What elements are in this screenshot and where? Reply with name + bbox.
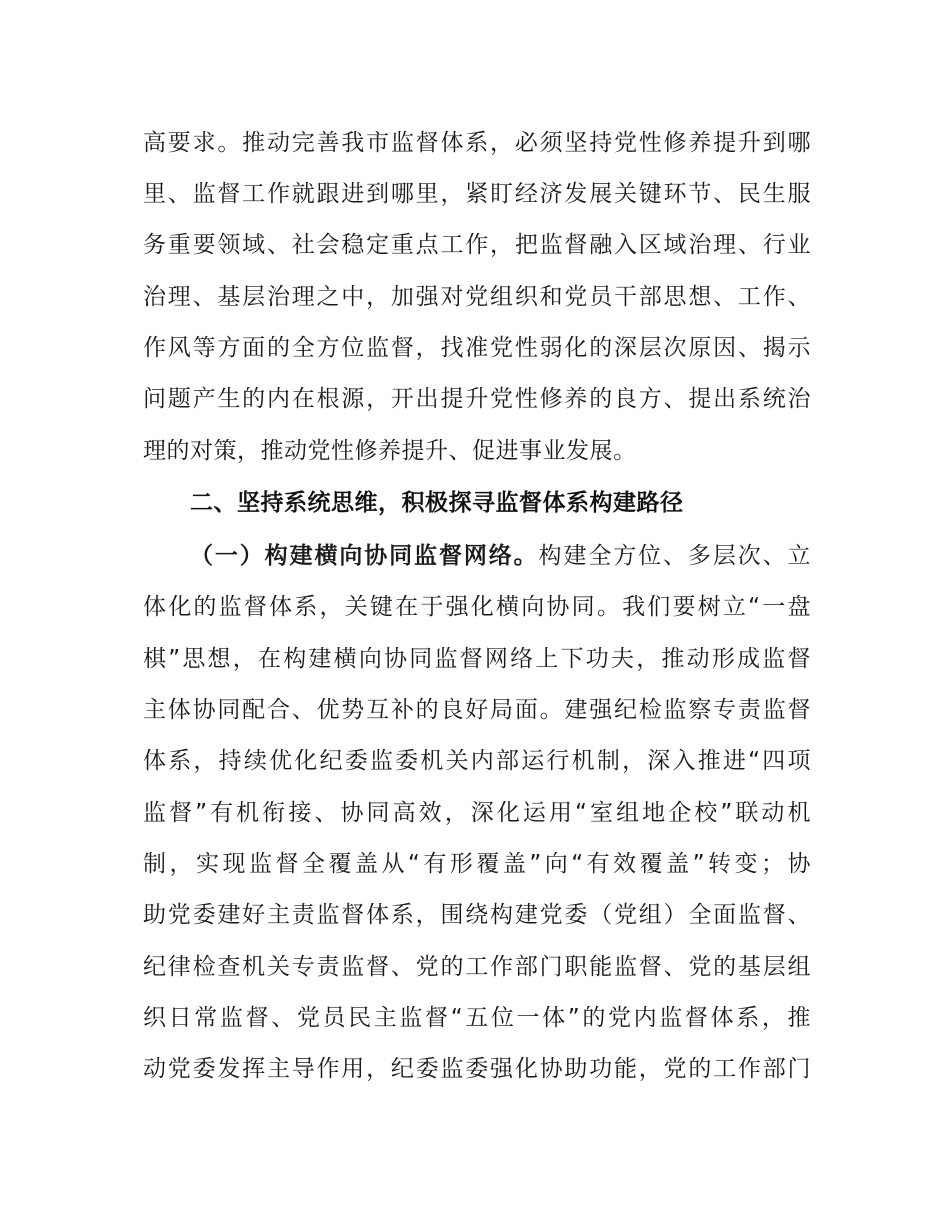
paragraph-2-line-8: 助党委建好主责监督体系，围绕构建党委（党组）全面监督、 xyxy=(143,902,811,928)
paragraph-2-line-4: 主体协同配合、优势互补的良好局面。建强纪检监察专责监督 xyxy=(143,697,811,723)
paragraph-2-line-11: 动党委发挥主导作用，纪委监委强化协助功能，党的工作部门 xyxy=(143,1056,811,1082)
paragraph-2-line-10: 织日常监督、党员民主监督“五位一体”的党内监督体系，推 xyxy=(143,1005,811,1031)
paragraph-1-line-6: 问题产生的内在根源，开出提升党性修养的良方、提出系统治 xyxy=(143,386,811,412)
subsection-title: （一）构建横向协同监督网络。 xyxy=(190,543,539,569)
paragraph-1-line-5: 作风等方面的全方位监督，找准党性弱化的深层次原因、揭示 xyxy=(143,335,811,361)
section-heading: 二、坚持系统思维，积极探寻监督体系构建路径 xyxy=(190,490,684,516)
paragraph-2-line-3: 棋”思想，在构建横向协同监督网络上下功夫，推动形成监督 xyxy=(143,646,811,672)
paragraph-2-line-5: 体系，持续优化纪委监委机关内部运行机制，深入推进“四项 xyxy=(143,748,811,774)
paragraph-2-line-2: 体化的监督体系，关键在于强化横向协同。我们要树立“一盘 xyxy=(143,594,811,620)
paragraph-1-line-3: 务重要领域、社会稳定重点工作，把监督融入区域治理、行业 xyxy=(143,232,811,258)
paragraph-1-line-2: 里、监督工作就跟进到哪里，紧盯经济发展关键环节、民生服 xyxy=(143,181,811,207)
paragraph-2-line-9: 纪律检查机关专责监督、党的工作部门职能监督、党的基层组 xyxy=(143,954,811,980)
paragraph-2-lead-text: 构建全方位、多层次、立 xyxy=(538,543,812,569)
paragraph-1-line-7: 理的对策，推动党性修养提升、促进事业发展。 xyxy=(143,438,637,464)
paragraph-1-line-4: 治理、基层治理之中，加强对党组织和党员干部思想、工作、 xyxy=(143,284,811,310)
paragraph-2-line-7: 制，实现监督全覆盖从“有形覆盖”向“有效覆盖”转变；协 xyxy=(143,851,811,877)
paragraph-2-line-1 xyxy=(190,536,811,576)
paragraph-2-line-6: 监督”有机衔接、协同高效，深化运用“室组地企校”联动机 xyxy=(143,800,811,826)
paragraph-1-line-1: 高要求。推动完善我市监督体系，必须坚持党性修养提升到哪 xyxy=(143,130,811,156)
